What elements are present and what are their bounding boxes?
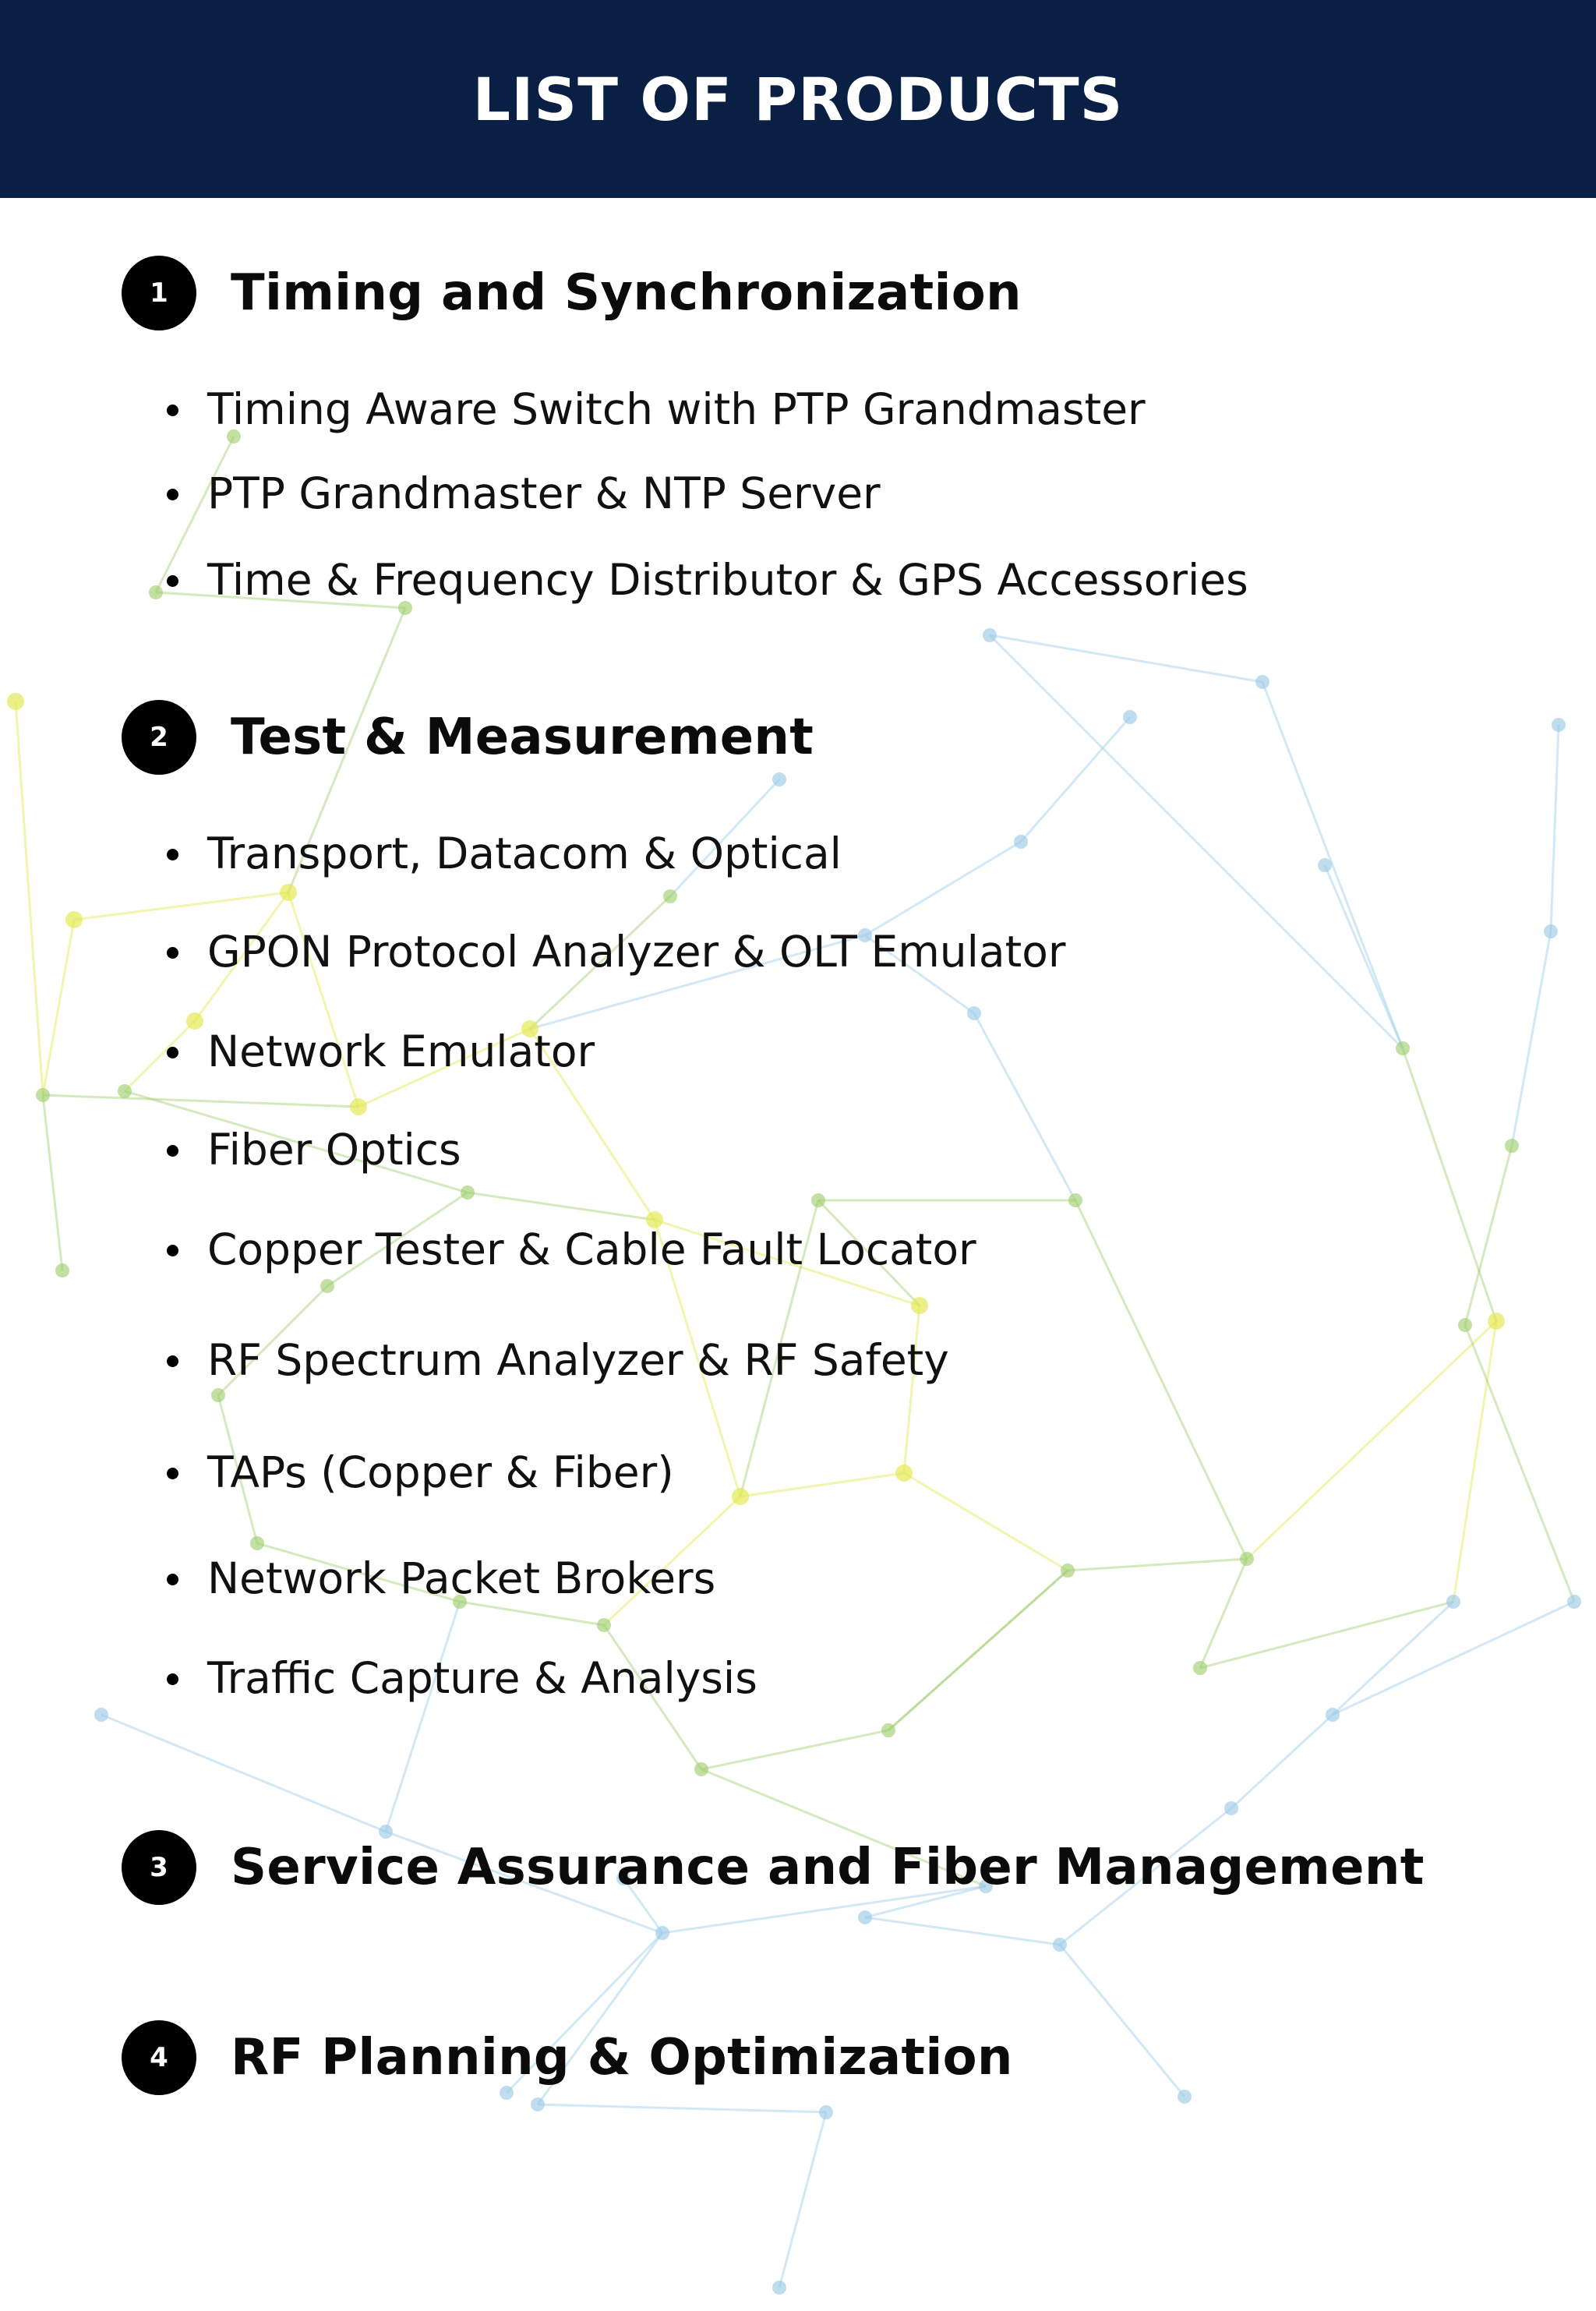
list-item: Time & Frequency Distributor & GPS Accessories [164, 554, 1248, 606]
section-title: Service Assurance and Fiber Management [231, 1839, 1425, 1896]
list-item: Network Packet Brokers [164, 1553, 1065, 1604]
section-timing-synchronization [122, 256, 1022, 330]
list-item: GPON Protocol Analyzer & OLT Emulator [164, 926, 1065, 977]
section-number-badge: 3 [122, 1830, 196, 1905]
section-rf-planning [122, 2020, 1013, 2095]
list-item: Timing Aware Switch with PTP Grandmaster [164, 383, 1248, 435]
list-item: PTP Grandmaster & NTP Server [164, 468, 1248, 519]
list-item: Fiber Optics [164, 1124, 1065, 1175]
section-items-timing [164, 383, 1248, 606]
section-title: RF Planning & Optimization [231, 2029, 1013, 2087]
section-service-assurance [122, 1830, 1425, 1905]
section-items-test [164, 828, 1065, 1704]
list-item: RF Spectrum Analyzer & RF Safety [164, 1334, 1065, 1386]
list-item: Traffic Capture & Analysis [164, 1652, 1065, 1704]
page-title: LIST OF PRODUCTS [472, 64, 1124, 134]
section-test-measurement [122, 700, 814, 775]
list-item: Network Emulator [164, 1026, 1065, 1077]
list-item: Copper Tester & Cable Fault Locator [164, 1224, 1065, 1275]
section-title: Test & Measurement [231, 708, 814, 766]
list-item: TAPs (Copper & Fiber) [164, 1447, 1065, 1498]
list-item: Transport, Datacom & Optical [164, 828, 1065, 879]
section-title: Timing and Synchronization [231, 264, 1022, 322]
section-number-badge: 2 [122, 700, 196, 775]
section-number-badge: 4 [122, 2020, 196, 2095]
section-number-badge: 1 [122, 256, 196, 330]
